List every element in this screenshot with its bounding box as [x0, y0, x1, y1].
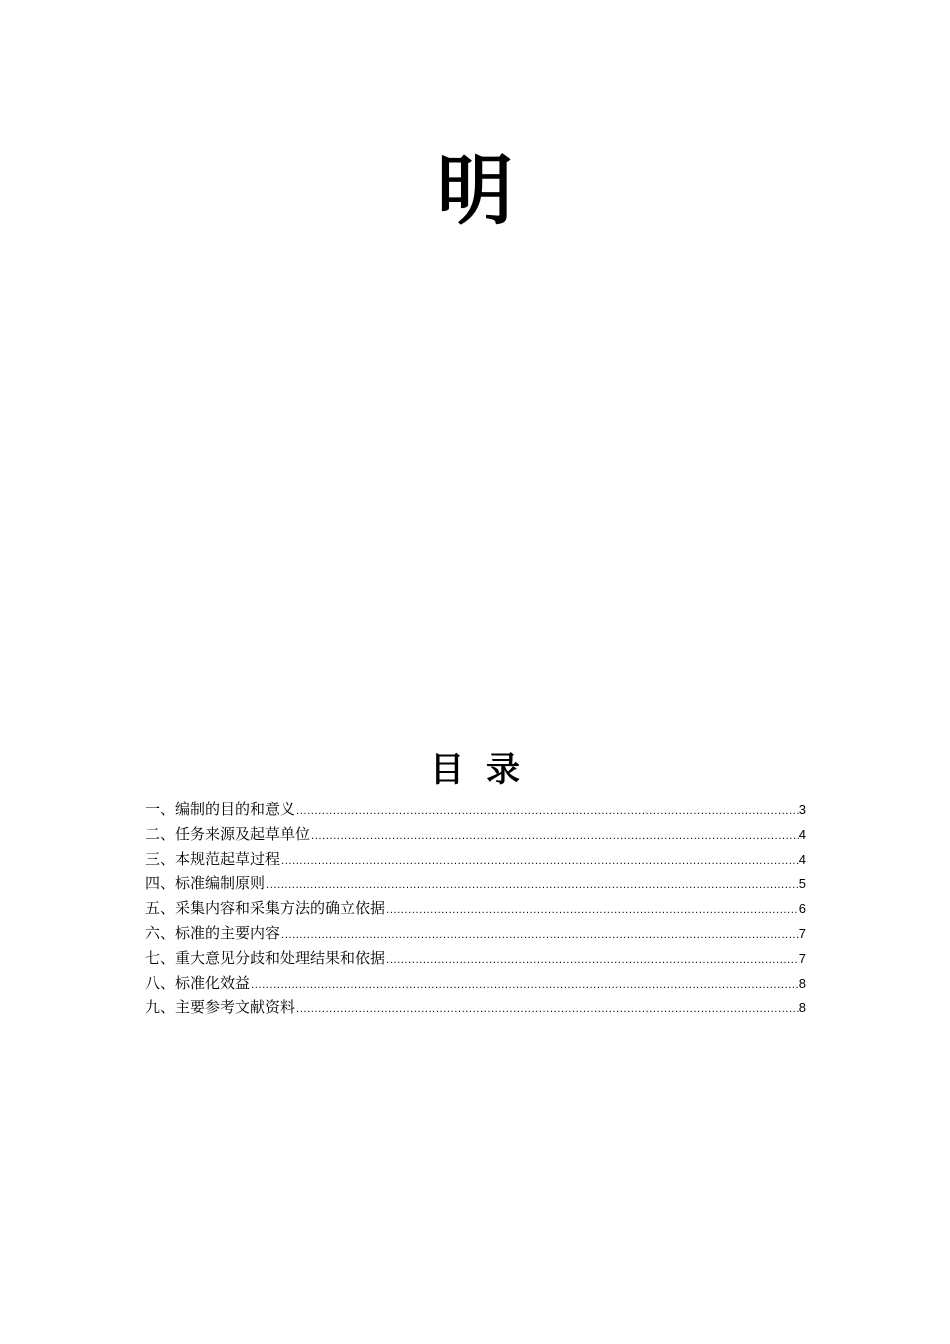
toc-entry[interactable]: [145, 971, 806, 996]
toc-entry-number: 四、: [145, 874, 176, 893]
toc-entry-page: 7: [798, 925, 806, 941]
toc-entry-title: 采集内容和采集方法的确立依据: [175, 899, 386, 918]
toc-entry[interactable]: [145, 847, 806, 872]
toc-dot-leader: [310, 825, 799, 850]
document-title-fragment: 明: [437, 146, 513, 235]
toc-entry-title: 标准的主要内容: [175, 923, 281, 942]
toc-entry-title: 重大意见分歧和处理结果和依据: [175, 948, 386, 967]
toc-entry-number: 六、: [145, 923, 176, 942]
toc-entry-number: 七、: [145, 948, 176, 967]
toc-entry-number: 九、: [145, 998, 176, 1017]
toc-entry-number: 一、: [145, 800, 176, 818]
toc-entry-page: 7: [798, 950, 806, 966]
toc-entry[interactable]: [145, 995, 806, 1020]
toc-entry-number: 五、: [145, 899, 176, 918]
toc-entry-number: 二、: [145, 824, 176, 843]
toc-entry-title: 本规范起草过程: [175, 849, 281, 868]
toc-entry[interactable]: [145, 871, 806, 896]
toc-entry[interactable]: [145, 822, 806, 847]
toc-entry-page: 4: [798, 851, 806, 867]
toc-entry-title: 主要参考文献资料: [175, 998, 296, 1017]
toc-dot-leader: [385, 949, 799, 974]
toc-dot-leader: [295, 800, 799, 825]
toc-entry[interactable]: [145, 921, 806, 946]
toc-entry[interactable]: [145, 946, 806, 971]
toc-entry-page: 8: [798, 1000, 806, 1016]
toc-dot-leader: [250, 974, 799, 999]
toc-entry[interactable]: [145, 797, 806, 822]
toc-dot-leader: [295, 998, 799, 1023]
toc-dot-leader: [280, 850, 799, 875]
toc-entry-page: 8: [798, 975, 806, 991]
toc-entry-title: 编制的目的和意义: [175, 800, 296, 818]
table-of-contents: [145, 797, 806, 1020]
toc-entry-title: 任务来源及起草单位: [175, 824, 311, 843]
toc-entry-page: 4: [798, 826, 806, 842]
toc-entry-page: 6: [798, 901, 806, 917]
toc-entry-title: 标准化效益: [175, 973, 251, 992]
toc-entry-number: 三、: [145, 849, 176, 868]
toc-entry[interactable]: [145, 896, 806, 921]
toc-entry-title: 标准编制原则: [175, 874, 266, 893]
toc-entry-page: 3: [798, 802, 806, 817]
toc-dot-leader: [385, 899, 799, 924]
toc-entry-number: 八、: [145, 973, 176, 992]
toc-entry-page: 5: [798, 876, 806, 892]
toc-title: 目录: [430, 750, 542, 790]
